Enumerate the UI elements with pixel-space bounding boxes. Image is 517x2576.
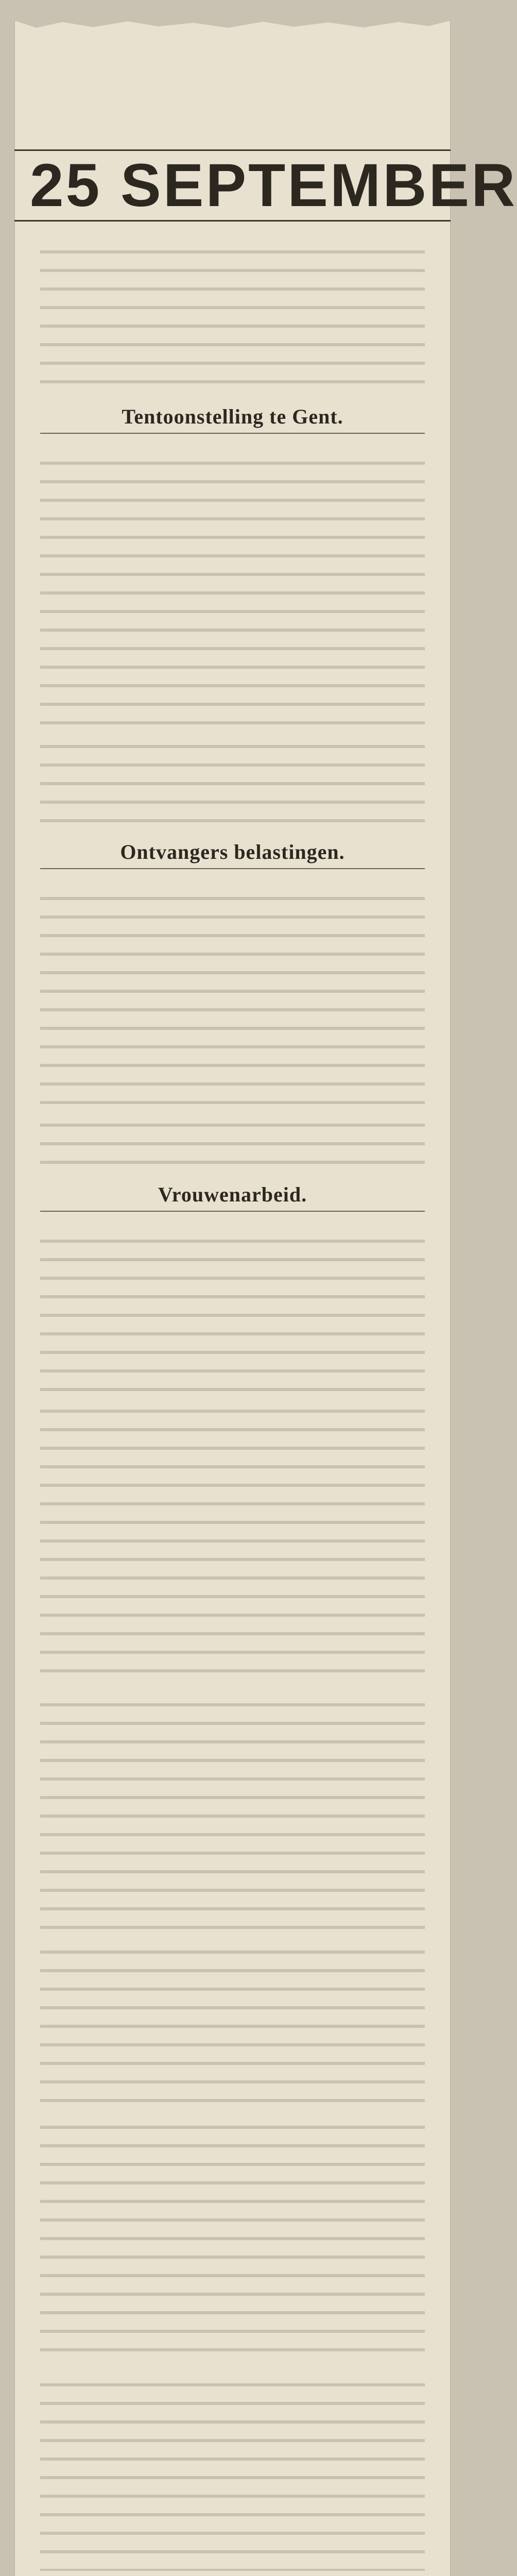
section-2-paragraph-1 bbox=[40, 1110, 425, 1167]
section-3-paragraph-3 bbox=[40, 1937, 425, 2107]
section-3-paragraph-4 bbox=[40, 2112, 425, 2365]
section-1-heading: Tentoonstelling te Gent. bbox=[40, 404, 425, 434]
section-2-heading: Ontvangers belastingen. bbox=[40, 840, 425, 869]
section-3-paragraph-2 bbox=[40, 1690, 425, 1932]
section-1-paragraph-1 bbox=[40, 732, 425, 824]
masthead bbox=[14, 149, 517, 222]
section-3-heading: Vrouwenarbeid. bbox=[40, 1182, 425, 1212]
section-3-paragraph-0 bbox=[40, 1226, 425, 1391]
section-3-paragraph-1 bbox=[40, 1396, 425, 1685]
section-1 bbox=[40, 404, 425, 434]
torn-top-edge bbox=[14, 21, 451, 28]
section-3 bbox=[40, 1182, 425, 1212]
newspaper-clipping bbox=[14, 21, 517, 2576]
section-2 bbox=[40, 840, 425, 869]
section-3-paragraph-5 bbox=[40, 2370, 425, 2571]
section-2-paragraph-0 bbox=[40, 884, 425, 1105]
section-0-paragraph-0 bbox=[40, 237, 425, 392]
masthead-date: 25 SEPTEMBER bbox=[30, 151, 517, 219]
section-1-paragraph-0 bbox=[40, 448, 425, 726]
